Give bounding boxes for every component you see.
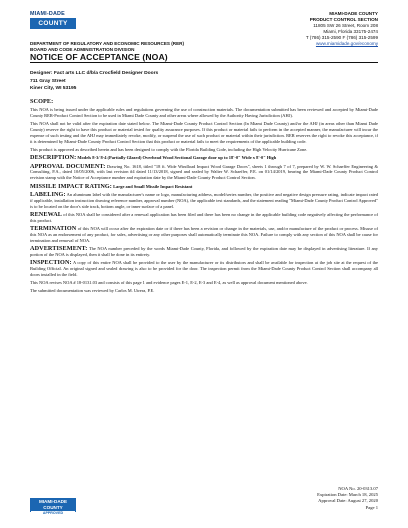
miami-dade-logo [30, 11, 76, 31]
description-section [30, 155, 378, 161]
inspection-heading: INSPECTION: [30, 258, 72, 266]
advertisement-heading: ADVERTISEMENT: [30, 244, 88, 252]
termination-text: of this NOA will occur after the expiration date or if there has been a revision or change in the materials, use, and/or manufacture of the product or process. Misuse of this NOA as an endorsement of any product, for sales, advertising or any other purposes shall automatically terminate this NOA. Failure to comply with any section of this NOA shall be cause for termination and removal of NOA. [30, 225, 378, 243]
missile-heading: MISSILE IMPACT RATING: [30, 182, 112, 190]
applicant-address [30, 70, 158, 93]
stamp-bottom-text: APPROVED [31, 511, 75, 516]
approval-heading: APPROVAL DOCUMENT: [30, 162, 106, 170]
expiration-date: Expiration Date: March 18, 2025 [317, 492, 378, 498]
termination-section [30, 226, 378, 244]
advertisement-section [30, 246, 378, 258]
applicant-city: Kiner City, WI 53195 [30, 86, 77, 92]
approved-stamp-logo [30, 498, 76, 515]
examiner-text: The submitted documentation was reviewed by Carlos M. Utrera, P.E. [30, 288, 155, 294]
logo-box-text: COUNTY [30, 18, 76, 29]
inspection-section [30, 260, 378, 278]
office-name: MIAMI-DADE COUNTY [329, 11, 378, 16]
office-website-link[interactable]: www.miamidade.gov/economy [315, 40, 378, 46]
revises-text: This NOA revises NOA # 18-0131.03 and consists of this page 1 and evidence pages E-1, E-2, E-3 and E-4, as well as approval document mentioned above. [30, 280, 308, 286]
office-phone: T (786) 315-2590 F (786) 315-2599 [305, 34, 378, 40]
office-section: PRODUCT CONTROL SECTION [309, 16, 378, 22]
applicant-street: 711 Gray Street [30, 78, 66, 84]
termination-heading: TERMINATION [30, 224, 77, 232]
scope-heading: SCOPE: [30, 98, 54, 105]
missile-section [30, 184, 378, 190]
inspection-text: A copy of this entire NOA shall be provided to the user by the manufacturer or its distributors and shall be available for inspection at the job site at the request of the Building Official. An original signed and sealed drawing is also to be provided for the door. The inspection permit from the Miami-Dade County Product Control Section shall accompany all doors installed in the field. [30, 259, 378, 277]
description-text: Models 8-3/ 8-4 (Partially Glazed) Overhead Wood Sectional Garage door up to 18'-0" Wide x 8'-0" High [77, 155, 277, 161]
missile-text: Large and Small Missile Impact Resistant [113, 183, 193, 189]
renewal-heading: RENEWAL [30, 210, 62, 218]
advertisement-text: The NOA number preceded by the words Miami-Dade County, Florida, and followed by the expiration date may be displayed in advertising literature. If any portion of the NOA is displayed, then it shall be done in its entirety. [30, 245, 378, 257]
department-line-1: DEPARTMENT OF REGULATORY AND ECONOMIC RESOURCES (RER) [30, 41, 184, 46]
labeling-section [30, 192, 378, 210]
noa-body [30, 99, 378, 296]
page-title: NOTICE OF ACCEPTANCE (NOA) [30, 52, 168, 62]
office-street: 11805 SW 26 Street, Room 208 [313, 22, 378, 28]
department-line-2: BOARD AND CODE ADMINISTRATION DIVISION [30, 46, 135, 52]
renewal-section [30, 212, 378, 224]
approval-section [30, 164, 378, 182]
labeling-text: An aluminum label with the manufacturer's name or logo, manufacturing address, model/series number, the positive and negative design pressure rating, indicate impact rated if applicable, installation instruction drawing reference number, approval number (NOA), the applicable test standards, and the statement reading "Miami-Dade County Product Control Approved" is to be located on the door's side track, bottom angle, or inner surface of a panel. [30, 191, 378, 209]
noa-footer-info [317, 486, 378, 511]
approval-text: Drawing No. 1618, titled "18 ft. Wide Windload Impact Wood Garage Doors", sheets 1 through 7 of 7, prepared by W. W. Schaeffer Engineering & Consulting, P.A., dated 10/05/2006, with last revision #4 dated 11/13/2018, signed and sealed by Walter W. Schaeffer, P.E. on 01/14/2019, bearing the Miami-Dade County Product Control revision stamp with the Notice of Acceptance number and expiration date by the Miami-Dade County Product Control Section. [30, 163, 378, 181]
scope-paragraph-3: This product is approved as described herein and has been designed to comply with the Florida Building Code, including the High Velocity Hurricane Zone. [30, 147, 308, 153]
labeling-heading: LABELING: [30, 190, 66, 198]
scope-paragraph-2: This NOA shall not be valid after the expiration date stated below. The Miami-Dade County Product Control Section (In Miami Dade County) and/or the AHJ (in areas other than Miami Dade County) reserve the right to have this product or material tested for quality assurance purposes. If this product or material fails to perform in the accepted manner, the manufacturer will incur the expense of such testing and the AHJ may immediately revoke, modify, or suspend the use of such product or material within their jurisdiction. RER reserves the right to revoke this acceptance, if it is determined by Miami-Dade County Product Control Section that this product or material fails to meet the requirements of the applicable building code. [30, 121, 378, 145]
description-heading: DESCRIPTION: [30, 154, 77, 162]
title-divider [30, 62, 378, 63]
office-contact-block [306, 11, 378, 46]
page-number: Page 1 [365, 504, 378, 510]
approval-date: Approval Date: August 27, 2020 [318, 498, 378, 504]
renewal-text: of this NOA shall be considered after a renewal application has been filed and there has been no change in the applicable building code negatively affecting the performance of this product. [30, 211, 379, 223]
applicant-name: Designer: Fact arts LLC d/b/a Crocfield Designer Doors [30, 71, 159, 76]
office-city: Miami, Florida 33175-2474 [323, 28, 378, 34]
noa-number: NOA No. 20-0313.07 [338, 486, 378, 491]
stamp-top-text: MIAMI-DADE COUNTY [38, 499, 68, 510]
scope-paragraph-1: This NOA is being issued under the applicable rules and regulations governing the use of construction materials. The documentation submitted has been reviewed and accepted by Miami-Dade County RER-Product Control Section to be used in Miami Dade County and other areas where allowed by the Authority Having Jurisdiction (AHJ). [30, 107, 378, 119]
logo-top-text: MIAMI-DADE [30, 11, 65, 17]
